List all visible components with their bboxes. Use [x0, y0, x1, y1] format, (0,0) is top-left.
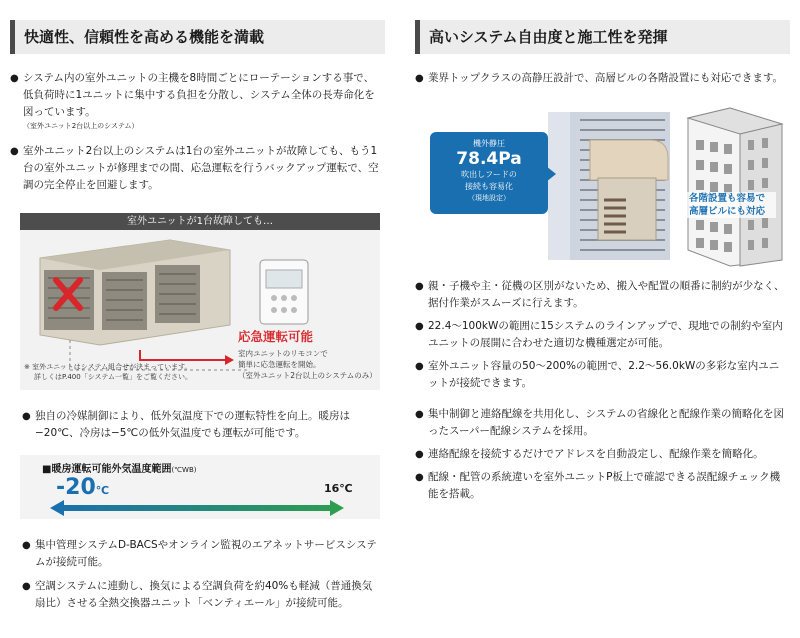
- double-arrow-shape: [50, 500, 344, 516]
- bullet-static-pressure-text: 業界トップクラスの高静圧設計で、高層ビルの各階設置にも対応できます。: [428, 72, 784, 84]
- left-section-heading: 快適性、信頼性を高める機能を満載: [10, 20, 385, 54]
- bullet-miswiring-check-text: 配線・配管の系統違いを室外ユニットP板上で確認できる誤配線チェック機能を搭載。: [428, 471, 781, 500]
- building-label-line2: 高層ビルにも対応: [688, 206, 765, 217]
- bullet-auto-address-text: 連絡配線を接続するだけでアドレスを自動設定し、配線作業を簡略化。: [428, 448, 764, 460]
- emergency-desc-line3: （室外ユニット2台以上のシステムのみ）: [238, 371, 377, 380]
- emergency-label: 応急運転可能: [238, 329, 314, 344]
- bullet-auto-address: [415, 446, 787, 463]
- red-arrow-head: [225, 355, 234, 365]
- bullet-low-temp: [22, 408, 393, 442]
- left-bullets-top: [10, 70, 382, 194]
- bullet-lineup-text: 22.4〜100kWの範囲に15システムのラインアップで、現地での制約や室内ユニットの展開に合わせた適切な機種選定が可能。: [428, 320, 783, 349]
- backup-figure-body: [20, 230, 380, 390]
- remote-controller-icon: [260, 260, 308, 324]
- bullet-lineup: [415, 318, 787, 352]
- temperature-min-value: -20: [56, 475, 96, 500]
- bullet-capacity: [415, 358, 787, 392]
- temperature-unit-label: (℃WB): [171, 466, 197, 474]
- right-bullets: [415, 278, 787, 503]
- static-pressure-label: 機外静圧: [473, 139, 505, 148]
- backup-figure: [20, 213, 380, 390]
- bullet-super-wiring-text: 集中制御と連絡配線を共用化し、システムの省線化と配線作業の簡略化を図ったスーパー配線システムを採用。: [428, 408, 784, 437]
- bullet-capacity-text: 室外ユニット容量の50〜200%の範囲で、2.2〜56.0kWの多彩な室内ユニットが接続できます。: [428, 360, 780, 389]
- static-pressure-figure: [430, 100, 790, 268]
- duct-hood-icon: [590, 140, 668, 180]
- building-label: [678, 192, 776, 218]
- building-label-line1: 各階設置も容易で: [688, 193, 765, 204]
- bullet-no-master-text: 親・子機や主・従機の区別がないため、搬入や配置の順番に制約が少なく、据付作業がスムーズに行えます。: [428, 280, 785, 309]
- static-pressure-box: [430, 132, 548, 214]
- temperature-min-unit: ℃: [95, 484, 110, 497]
- bullet-dbacs: [22, 537, 380, 571]
- system-note: [24, 362, 192, 382]
- bullet-rotation: [10, 70, 382, 131]
- bullet-backup-text: 室外ユニット2台以上のシステムは1台の室外ユニットが故障しても、もう1台の室外ユニットが修理までの間、応急運転を行うバックアップ運転で、空調の完全停止を回避します。: [23, 145, 379, 191]
- box-pointer: [546, 166, 556, 182]
- system-note-line2: 詳しくはP.400「システム一覧」をご覧ください。: [34, 373, 193, 381]
- bullet-rotation-text: システム内の室外ユニットの主機を8時間ごとにローテーションする事で、低負荷時に1ユニットに集中する負担を分散し、システム全体の長寿命化を図っています。: [23, 72, 375, 118]
- bullet-miswiring-check: [415, 469, 787, 503]
- temperature-arrow: [20, 455, 380, 519]
- left-column: [10, 0, 385, 191]
- static-pressure-value: 78.4Pa: [456, 149, 522, 169]
- right-section-heading: 高いシステム自由度と施工性を発揮: [415, 20, 790, 54]
- bullet-low-temp-text: 独自の冷媒制御により、低外気温度下での運転特性を向上。暖房は−20℃、冷房は−5℃の低外気温度でも運転が可能です。: [35, 410, 350, 439]
- temperature-range-title-text: ■暖房運転可能外気温度範囲: [42, 464, 172, 475]
- bullet-backup: [10, 143, 382, 194]
- bullet-no-master: [415, 278, 787, 312]
- high-rise-building-icon: [688, 108, 782, 266]
- emergency-desc-line2: 簡単に応急運転を開始。: [238, 360, 321, 369]
- static-pressure-desc3: （現地設定）: [468, 194, 510, 202]
- bullet-rotation-note: （室外ユニット2台以上のシステム）: [23, 122, 139, 130]
- system-note-line1: ※ 室外ユニットはシステム組合せが決まっています。: [24, 363, 192, 371]
- emergency-desc-line1: 室内ユニットのリモコンで: [238, 349, 328, 358]
- backup-figure-title: 室外ユニットが1台故障しても…: [20, 213, 380, 230]
- bullet-static-pressure: [415, 70, 800, 87]
- bullet-ventiair-text: 空調システムに連動し、換気による空調負荷を約40%も軽減（普通換気扇比）させる全熱交換器ユニット「ベンティエール」が接続可能。: [35, 580, 373, 609]
- bullet-super-wiring: [415, 406, 787, 440]
- static-pressure-desc2: 接続も容易化: [465, 182, 513, 191]
- temperature-max: 16℃: [324, 482, 353, 495]
- left-bullets-bottom: [22, 537, 380, 612]
- static-pressure-desc1: 吹出しフードの: [461, 170, 517, 179]
- temperature-range-panel: [20, 455, 380, 519]
- bullet-dbacs-text: 集中管理システムD-BACSやオンライン監視のエアネットサービスシステムが接続可能。: [35, 539, 377, 568]
- bullet-ventiair: [22, 578, 380, 612]
- right-column: [415, 0, 790, 84]
- red-arrow-line: [140, 350, 225, 360]
- emergency-description: [238, 348, 377, 381]
